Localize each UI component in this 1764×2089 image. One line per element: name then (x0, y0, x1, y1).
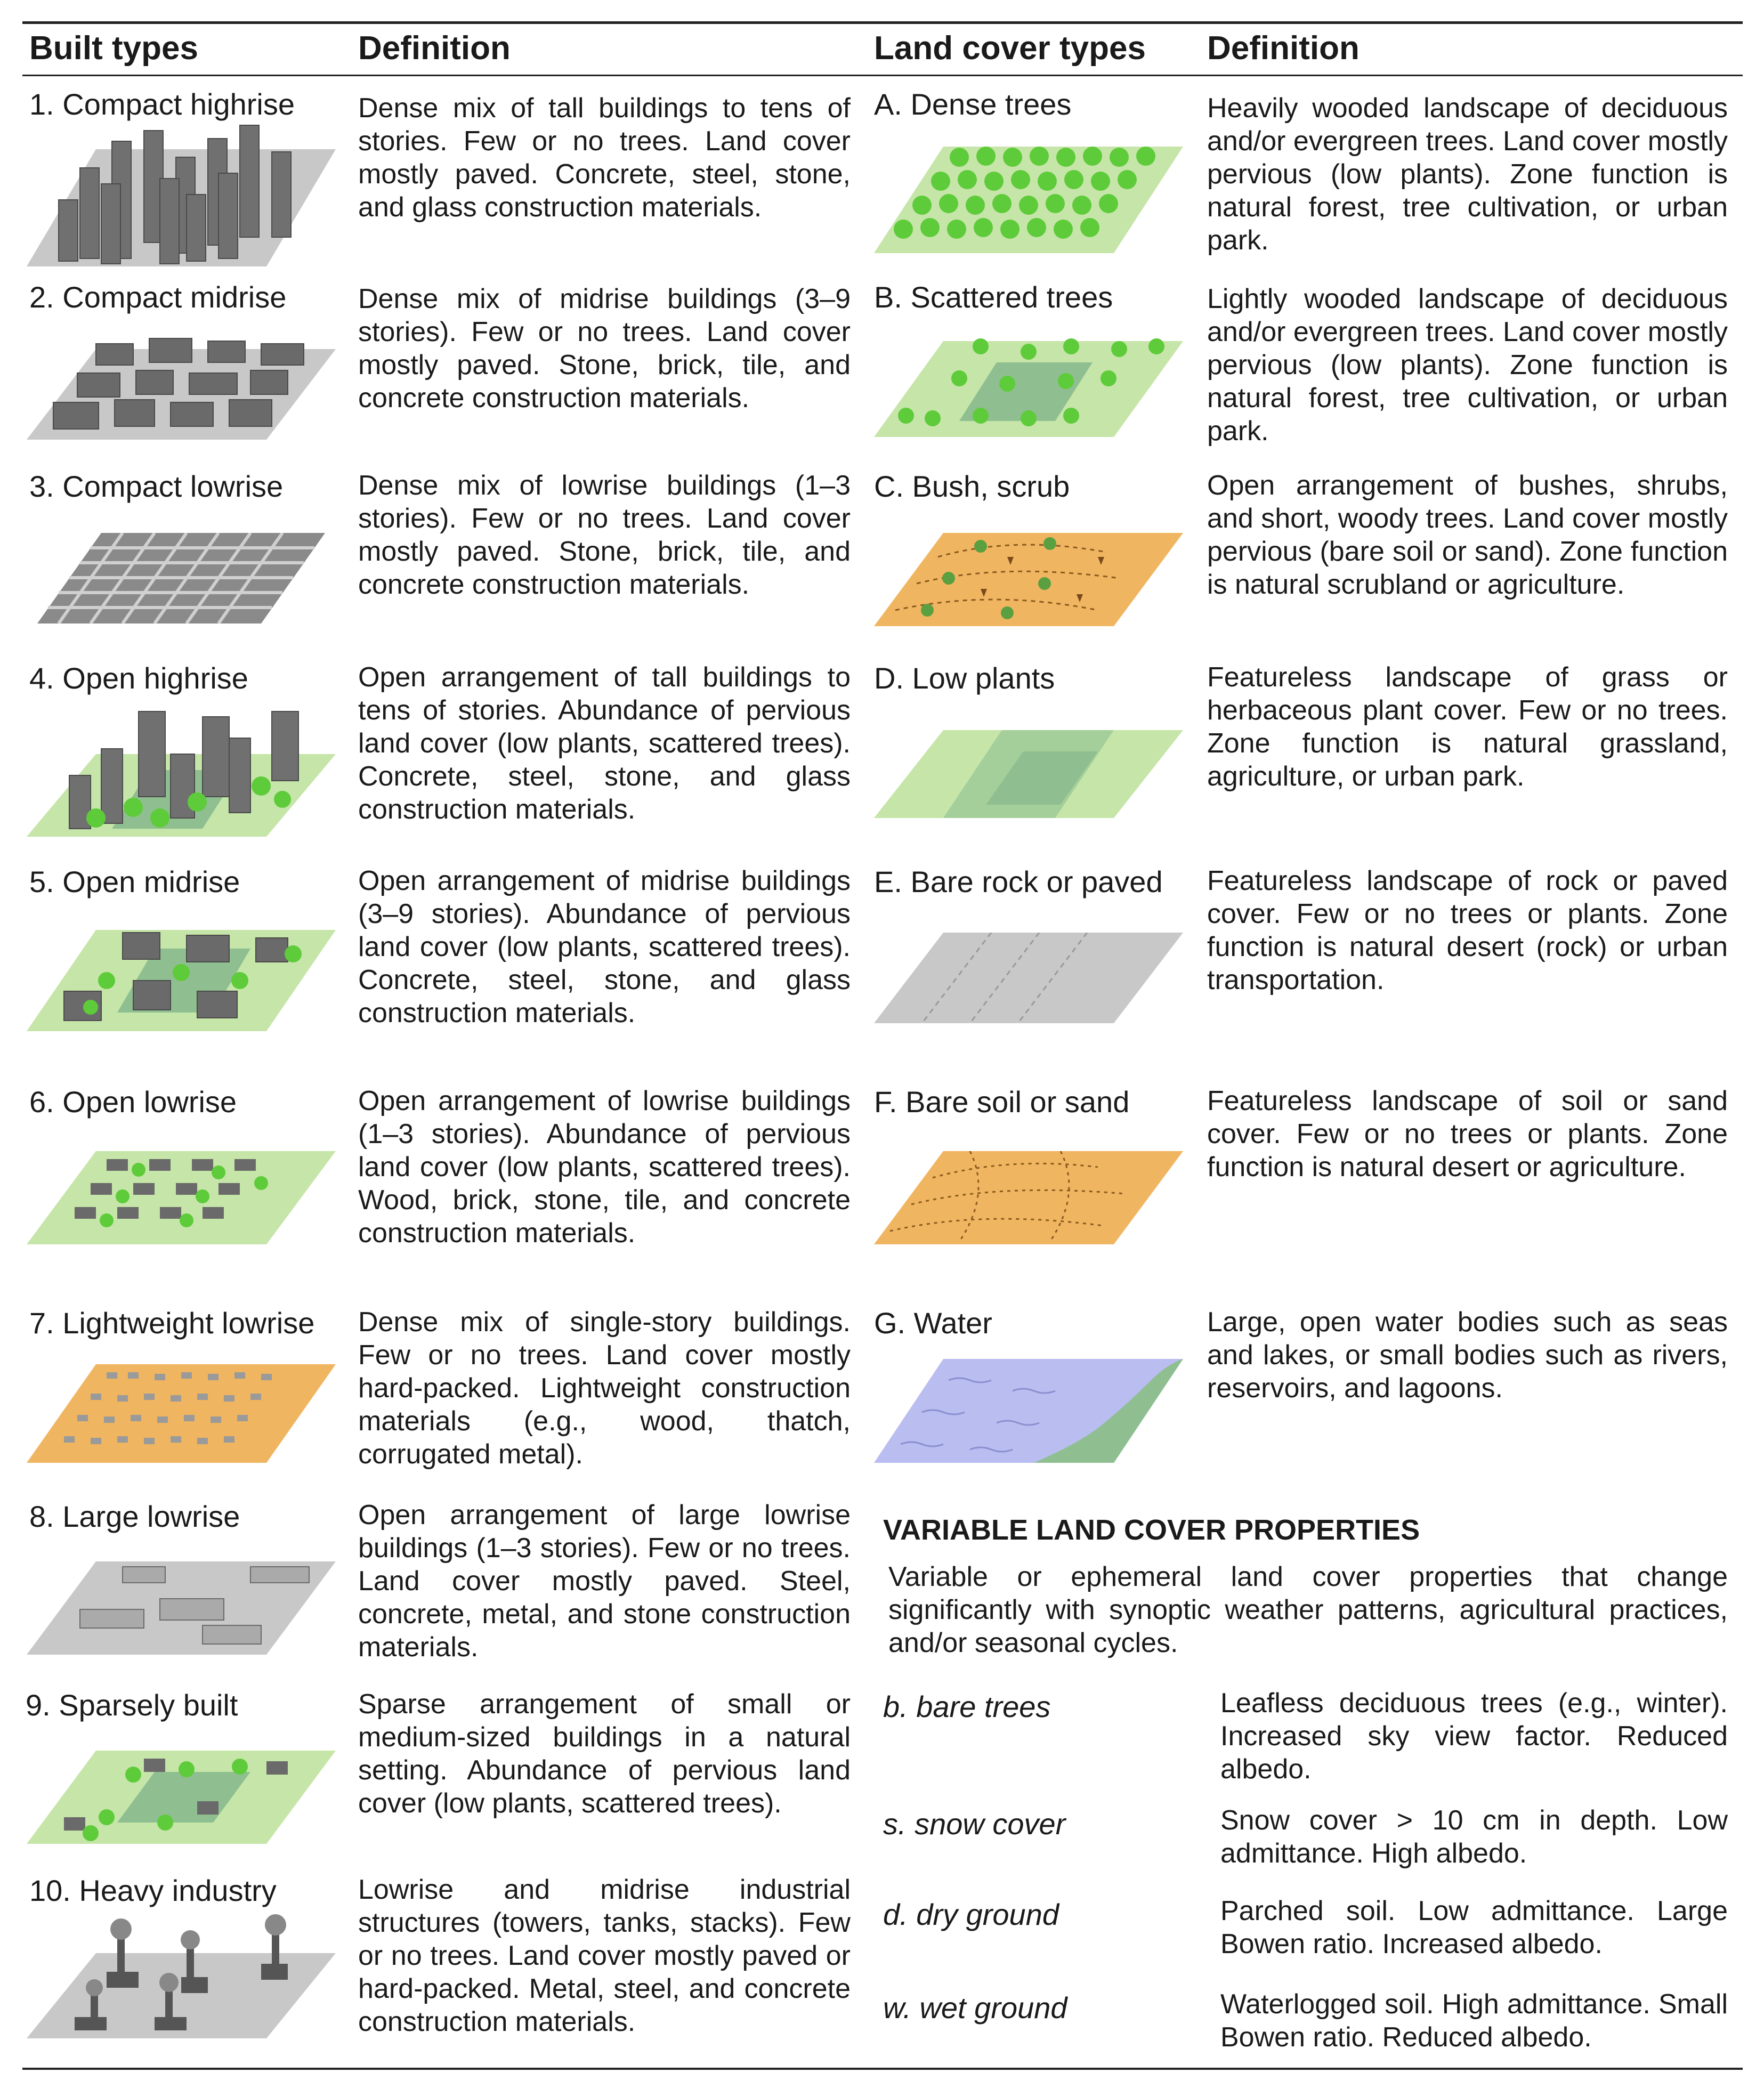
header-land-cover-types: Land cover types (874, 30, 1146, 67)
land-def-e: Featureless landscape of rock or paved cover. Few or no trees or plants. Zone function is natural desert (rock) or urban transportation. (1207, 865, 1728, 995)
variable-def-bare-trees: Leafless deciduous trees (e.g., winter). Increased sky view factor. Reduced albedo. (1220, 1688, 1728, 1785)
open-highrise-icon (27, 706, 336, 839)
land-def-a: Heavily wooded landscape of deciduous and/or evergreen trees. Land cover mostly pervious (low plants). Zone function is natural forest, tree cultivation, or urban park. (1207, 93, 1728, 256)
compact-highrise-icon (27, 120, 336, 269)
variable-title: VARIABLE LAND COVER PROPERTIES (883, 1514, 1420, 1546)
variable-intro: Variable or ephemeral land cover properties that change significantly with synoptic weather patterns, agricultural practices, and/or seasonal cycles. (888, 1561, 1728, 1658)
built-def-10: Lowrise and midrise industrial structures (towers, tanks, stacks). Few or no trees. Land cover mostly paved or hard-packed. Metal, steel, and concrete construction materials. (358, 1874, 851, 2037)
low-plants-icon (874, 730, 1183, 821)
built-label-4: 4. Open highrise (29, 661, 248, 695)
header-definition-right: Definition (1207, 30, 1360, 67)
bare-soil-sand-icon (874, 1151, 1183, 1247)
variable-label-wet-ground: w. wet ground (883, 1991, 1067, 2025)
scattered-trees-icon (874, 330, 1183, 440)
sparsely-built-icon (27, 1743, 336, 1847)
bush-scrub-icon (874, 525, 1183, 629)
land-label-c: C. Bush, scrub (874, 469, 1070, 503)
land-label-a: A. Dense trees (874, 87, 1072, 121)
built-def-2: Dense mix of midrise buildings (3–9 stories). Few or no trees. Land cover mostly paved. Stone, brick, tile, and concrete construction materials. (358, 284, 851, 414)
compact-midrise-icon (27, 333, 336, 442)
variable-def-snow-cover: Snow cover > 10 cm in depth. Low admittance. High albedo. (1220, 1805, 1728, 1869)
land-def-b: Lightly wooded landscape of deciduous and/or evergreen trees. Land cover mostly pervious (low plants). Zone function is natural forest, tree cultivation, or urban park. (1207, 284, 1728, 447)
bare-rock-paved-icon (874, 933, 1183, 1026)
header-built-types: Built types (29, 30, 198, 67)
built-def-3: Dense mix of lowrise buildings (1–3 stories). Few or no trees. Land cover mostly paved. Stone, brick, tile, and concrete construction materials. (358, 470, 851, 600)
variable-label-snow-cover: s. snow cover (883, 1807, 1066, 1841)
land-label-d: D. Low plants (874, 661, 1055, 695)
built-def-4: Open arrangement of tall buildings to tens of stories. Abundance of pervious land cover (low plants, scattered trees). Concrete, steel, stone, and glass construction materials. (358, 662, 851, 825)
built-label-10: 10. Heavy industry (29, 1874, 277, 1907)
variable-label-bare-trees: b. bare trees (883, 1690, 1051, 1723)
built-label-8: 8. Large lowrise (29, 1500, 240, 1533)
built-def-9: Sparse arrangement of small or medium-sized buildings in a natural setting. Abundance of pervious land cover (low plants, scattered trees). (358, 1689, 851, 1819)
land-label-e: E. Bare rock or paved (874, 865, 1163, 898)
built-def-5: Open arrangement of midrise buildings (3–9 stories). Abundance of pervious land cover (low plants, scattered trees). Concrete, steel, stone, and glass construction materials. (358, 865, 851, 1029)
built-def-7: Dense mix of single-story buildings. Few or no trees. Land cover mostly hard-packed. Lightweight construction materials (e.g., wood, thatch, corrugated metal). (358, 1307, 851, 1470)
large-lowrise-icon (27, 1551, 336, 1657)
land-def-f: Featureless landscape of soil or sand cover. Few or no trees or plants. Zone function is natural desert or agriculture. (1207, 1086, 1728, 1183)
lightweight-lowrise-icon (27, 1364, 336, 1465)
water-icon (874, 1359, 1183, 1465)
built-label-5: 5. Open midrise (29, 865, 240, 898)
built-def-6: Open arrangement of lowrise buildings (1–3 stories). Abundance of pervious land cover (low plants, scattered trees). Wood, brick, stone, tile, and concrete construction materials. (358, 1086, 851, 1249)
open-midrise-icon (27, 922, 336, 1034)
built-def-1: Dense mix of tall buildings to tens of stories. Few or no trees. Land cover mostly paved. Concrete, steel, stone, and glass construction materials. (358, 93, 851, 223)
compact-lowrise-icon (37, 533, 325, 624)
top-rule (22, 21, 1743, 24)
built-label-7: 7. Lightweight lowrise (29, 1306, 315, 1340)
built-label-9: 9. Sparsely built (26, 1688, 238, 1722)
built-label-6: 6. Open lowrise (29, 1085, 237, 1119)
built-label-1: 1. Compact highrise (29, 87, 295, 121)
header-rule (22, 75, 1743, 76)
variable-label-dry-ground: d. dry ground (883, 1898, 1059, 1931)
land-label-f: F. Bare soil or sand (874, 1085, 1130, 1119)
built-label-2: 2. Compact midrise (29, 280, 287, 314)
dense-trees-icon (874, 136, 1183, 256)
header-definition-left: Definition (358, 30, 511, 67)
built-label-3: 3. Compact lowrise (29, 469, 284, 503)
land-label-g: G. Water (874, 1306, 992, 1340)
land-def-c: Open arrangement of bushes, shrubs, and short, woody trees. Land cover mostly pervious (bare soil or sand). Zone function is natural scrubland or agriculture. (1207, 470, 1728, 600)
built-def-8: Open arrangement of large lowrise buildings (1–3 stories). Few or no trees. Land cover mostly paved. Steel, concrete, metal, and stone construction materials. (358, 1500, 851, 1663)
heavy-industry-icon (27, 1913, 336, 2041)
open-lowrise-icon (27, 1140, 336, 1247)
bottom-rule (22, 2068, 1743, 2070)
land-label-b: B. Scattered trees (874, 280, 1113, 314)
land-def-d: Featureless landscape of grass or herbaceous plant cover. Few or no trees. Zone function is natural grassland, agriculture, or urban park. (1207, 662, 1728, 792)
land-def-g: Large, open water bodies such as seas and lakes, or small bodies such as rivers, reservoirs, and lagoons. (1207, 1307, 1728, 1404)
variable-def-wet-ground: Waterlogged soil. High admittance. Small Bowen ratio. Reduced albedo. (1220, 1989, 1728, 2053)
variable-def-dry-ground: Parched soil. Low admittance. Large Bowen ratio. Increased albedo. (1220, 1896, 1728, 1960)
